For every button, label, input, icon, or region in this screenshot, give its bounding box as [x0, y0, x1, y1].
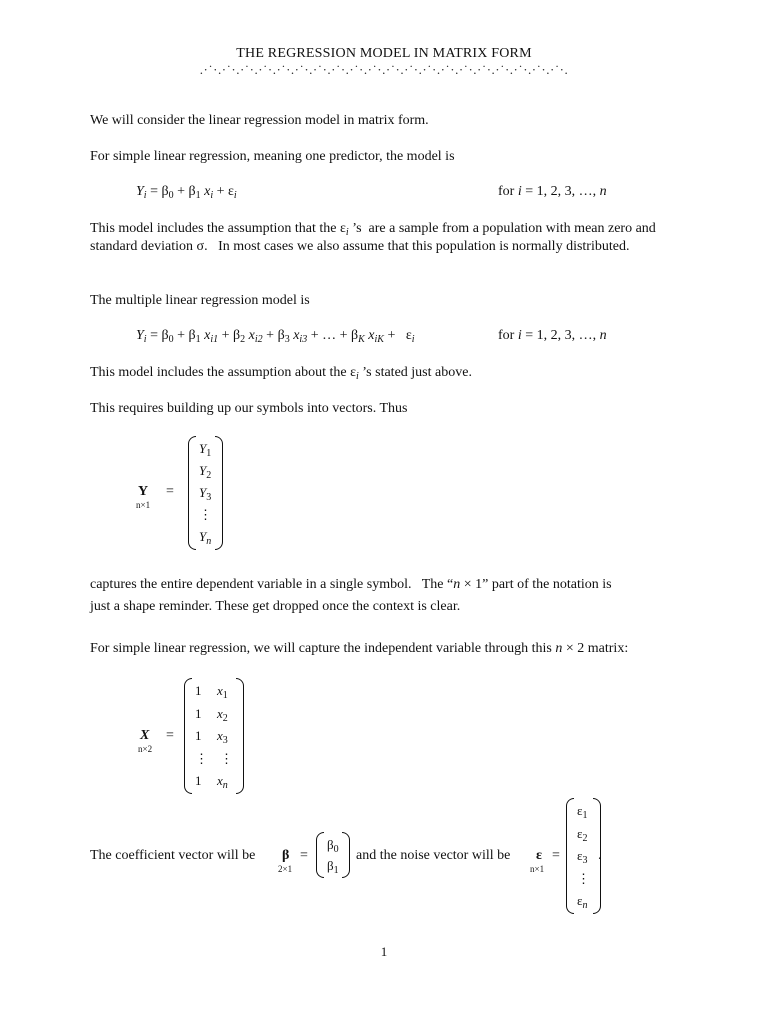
- paragraph-multiple-regression: The multiple linear regression model is: [90, 293, 310, 308]
- equals-sign-beta: =: [300, 848, 308, 863]
- equals-sign-epsilon: =: [552, 848, 560, 863]
- sentence-period: .: [598, 848, 602, 863]
- matrix-X: 1 $x_1$ 1 $x_2$ 1 $x_3$ ⋮ ⋮ 1 $x_n$: [184, 678, 244, 794]
- vector-Y: $Y_1$ $Y_2$ $Y_3$ ⋮ $Y_n$: [188, 436, 223, 550]
- symbol-epsilon-dimension: n×1: [530, 864, 545, 874]
- paragraph-captures-1: captures the entire dependent variable in a single symbol. The “n × 1” part of the notation is: [90, 577, 612, 592]
- page-number: 1: [380, 944, 388, 959]
- symbol-X: X: [140, 728, 150, 743]
- equation-index-range-1: for i = 1, 2, 3, …, n: [498, 184, 607, 199]
- equation-index-range-2: for i = 1, 2, 3, …, n: [498, 328, 607, 343]
- paragraph-vectors: This requires building up our symbols into vectors. Thus: [90, 401, 408, 416]
- coefficient-sentence: The coefficient vector will be: [90, 848, 256, 863]
- symbol-Y: Y: [138, 484, 149, 499]
- symbol-beta-dimension: 2×1: [278, 864, 293, 874]
- symbol-beta: β: [282, 848, 290, 863]
- paragraph-design-matrix: For simple linear regression, we will capture the independent variable through this n × 2 matrix:: [90, 641, 629, 656]
- symbol-X-dimension: n×2: [138, 744, 153, 754]
- symbol-Y-dimension: n×1: [136, 500, 151, 510]
- vector-epsilon: $\varepsilon_1$ $\varepsilon_2$ $\varepsilon_3$ ⋮ $\varepsilon_n$: [566, 798, 601, 914]
- vector-beta: $\beta_0$ $\beta_1$: [316, 832, 350, 878]
- noise-sentence: and the noise vector will be: [356, 848, 511, 863]
- paragraph-intro: We will consider the linear regression model in matrix form.: [90, 113, 429, 128]
- paragraph-assumption: This model includes the assumption that the $\varepsilon_i$ ’s are a sample from a population with mean zero and standard deviation σ. In most cases we also assume that this population is normally distributed.: [90, 221, 656, 254]
- equation-simple-model: $Y_i = \beta_0 + \beta_1$ $x_i + \varepsilon_i$: [136, 184, 237, 201]
- equation-multiple-model: $Y_i = \beta_0 + \beta_1$ $x_{i1} + \beta_2$ $x_{i2} + \beta_3$ $x_{i3}$ + … + $\beta_K$ $x_{iK} + \varepsilon_i$: [136, 328, 415, 345]
- equals-sign-X: =: [166, 728, 174, 743]
- paragraph-simple-regression: For simple linear regression, meaning one predictor, the model is: [90, 149, 455, 164]
- equals-sign-Y: =: [166, 484, 174, 499]
- paragraph-assumption-repeat: This model includes the assumption about the $\varepsilon_i$ ’s stated just above.: [90, 365, 472, 382]
- page-title: THE REGRESSION MODEL IN MATRIX FORM: [236, 46, 532, 61]
- paragraph-captures-2: just a shape reminder. These get dropped once the context is clear.: [90, 599, 461, 614]
- decorative-divider: .·˙·.·˙·.·˙·.·˙·.·˙·.·˙·.·˙·.·˙·.·˙·.·˙·.·˙·.·˙·.·˙·.·˙·.·˙·.·˙·.·˙·.·˙·.·˙·.·˙·.: [199, 62, 569, 77]
- symbol-epsilon: ε: [536, 848, 542, 863]
